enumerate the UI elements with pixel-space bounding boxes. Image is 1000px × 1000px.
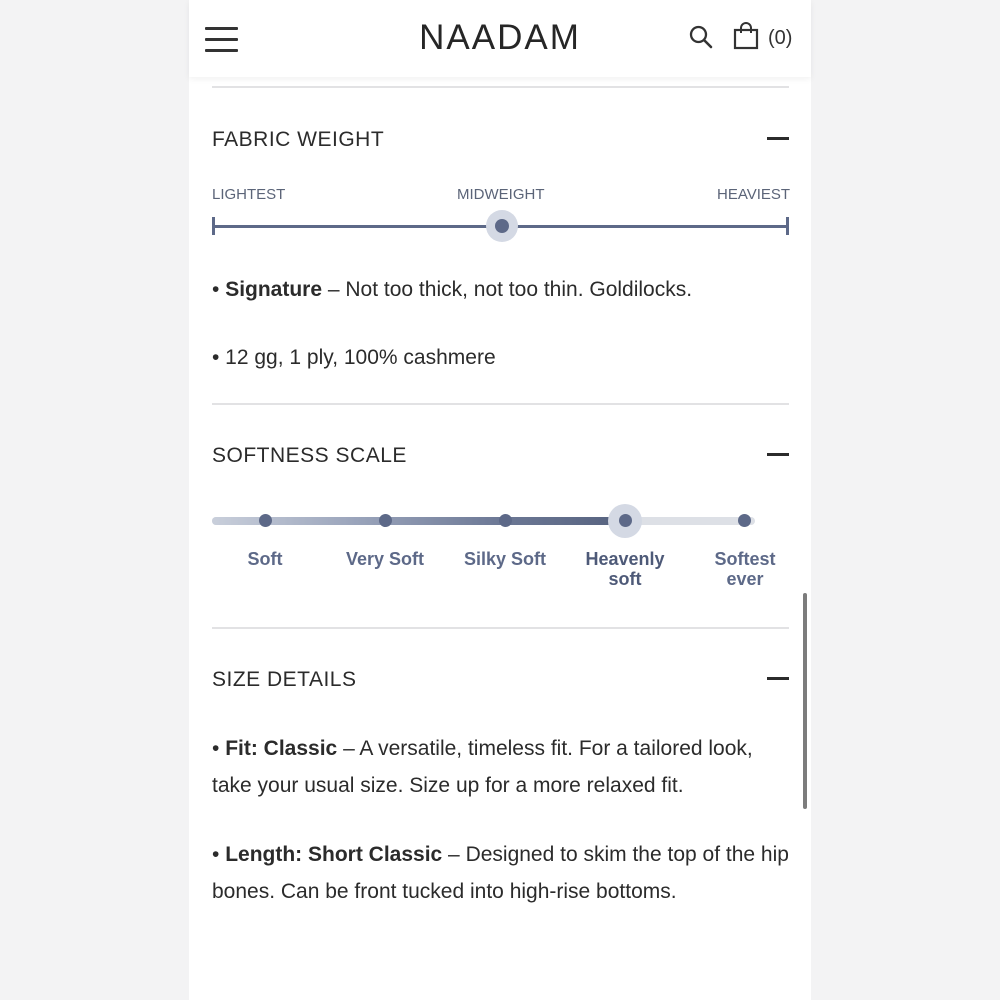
weight-slider-marker: [495, 219, 509, 233]
weight-slider-end-cap: [786, 217, 789, 235]
brand-logo[interactable]: NAADAM: [419, 18, 581, 57]
divider: [212, 627, 789, 629]
softness-label-very-soft[interactable]: Very Soft: [345, 549, 425, 569]
softness-scale-title[interactable]: SOFTNESS SCALE: [212, 444, 407, 467]
search-icon[interactable]: [688, 24, 714, 50]
softness-dot-heavenly-soft[interactable]: [619, 514, 632, 527]
product-details-page: [189, 0, 811, 1000]
softness-track-fill: [212, 517, 625, 525]
shopping-bag-icon[interactable]: [733, 22, 759, 50]
size-details-title[interactable]: SIZE DETAILS: [212, 668, 357, 691]
weight-slider-start-cap: [212, 217, 215, 235]
scrollbar-thumb[interactable]: [803, 593, 807, 809]
collapse-fabric-weight-icon[interactable]: [767, 137, 789, 140]
divider: [212, 86, 789, 88]
softness-dot-silky-soft[interactable]: [499, 514, 512, 527]
softness-label-heavenly-soft[interactable]: Heavenly soft: [585, 549, 665, 589]
softness-dot-softest-ever[interactable]: [738, 514, 751, 527]
weight-note: • Signature – Not too thick, not too thin. Goldilocks.: [212, 278, 693, 301]
divider: [212, 403, 789, 405]
softness-label-soft[interactable]: Soft: [247, 549, 283, 569]
weight-note-bold: Signature: [225, 278, 323, 301]
cart-count[interactable]: (0): [768, 27, 793, 49]
softness-label-silky-soft[interactable]: Silky Soft: [463, 549, 547, 569]
fit-text: – A versatile, timeless fit. For a tailored look, take your usual size. Size up for a more relaxed fit.: [212, 737, 753, 797]
fabric-weight-title[interactable]: FABRIC WEIGHT: [212, 128, 385, 151]
length-text: – Designed to skim the top of the hip bones. Can be front tucked into high-rise bottoms.: [212, 843, 789, 903]
weight-note-text: – Not too thick, not too thin. Goldilocks.: [322, 278, 693, 301]
weight-label-midweight: MIDWEIGHT: [457, 186, 545, 203]
length-description: • Length: Short Classic – Designed to skim the top of the hip bones. Can be front tucked into high-rise bottoms.: [212, 843, 789, 903]
collapse-size-details-icon[interactable]: [767, 677, 789, 680]
length-label: Length: Short Classic: [225, 843, 443, 866]
softness-dot-soft[interactable]: [259, 514, 272, 527]
fit-description: • Fit: Classic – A versatile, timeless fit. For a tailored look, take your usual size. Size up for a more relaxed fit.: [212, 737, 753, 797]
fit-label: Fit: Classic: [225, 737, 338, 760]
softness-dot-very-soft[interactable]: [379, 514, 392, 527]
weight-label-lightest: LIGHTEST: [212, 186, 286, 203]
fabric-spec: • 12 gg, 1 ply, 100% cashmere: [212, 346, 496, 369]
weight-label-heaviest: HEAVIEST: [717, 186, 791, 203]
softness-label-softest-ever[interactable]: Softest ever: [714, 549, 776, 589]
site-header: [189, 0, 811, 77]
collapse-softness-scale-icon[interactable]: [767, 453, 789, 456]
